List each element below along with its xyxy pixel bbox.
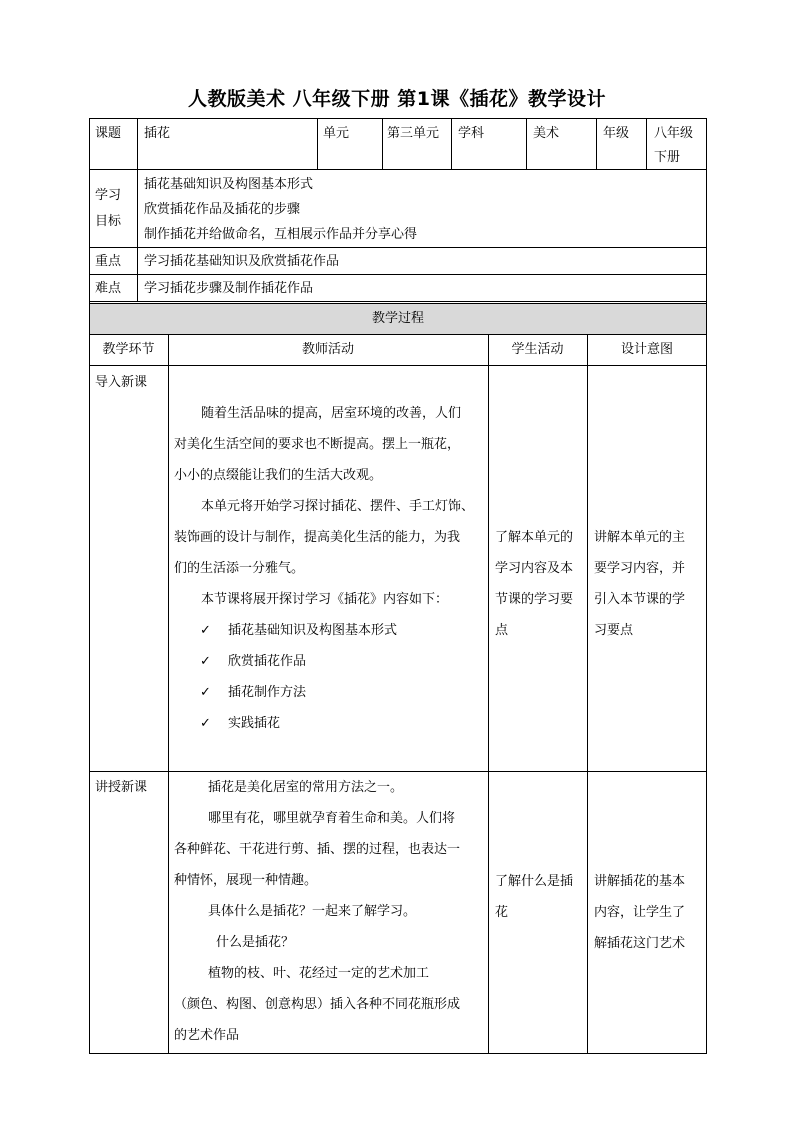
text-line: 内容，让学生了 xyxy=(594,905,686,920)
check-icon: ✓ xyxy=(200,685,211,700)
table-rule xyxy=(89,247,707,248)
design-intent-text xyxy=(594,866,704,959)
text-line: 本节课将展开探讨学习《插花》内容如下： xyxy=(201,592,449,607)
checklist xyxy=(200,615,480,739)
text-line: 装饰画的设计与制作，提高美化生活的能力，为我 xyxy=(174,530,461,545)
subject-value: 美术 xyxy=(533,126,560,141)
difficulty-label: 难点 xyxy=(95,281,122,296)
column-header-stage: 教学环节 xyxy=(102,342,155,357)
topic-value: 插花 xyxy=(144,126,171,141)
document-title: 人教版美术 八年级下册 第1课《插花》教学设计 xyxy=(188,88,606,110)
text-line: 花 xyxy=(495,905,509,920)
key-point-value: 学习插花基础知识及欣赏插花作品 xyxy=(144,254,340,269)
text-line: 引入本节课的学 xyxy=(594,592,686,607)
table-rule xyxy=(317,118,318,170)
grade-value: 下册 xyxy=(654,150,681,165)
table-border-top xyxy=(89,118,707,119)
subject-label: 学科 xyxy=(458,126,485,141)
table-rule xyxy=(89,334,707,335)
table-rule xyxy=(89,303,707,304)
design-intent-text xyxy=(594,522,704,646)
student-activity-text xyxy=(495,522,585,646)
teacher-activity-text xyxy=(174,772,484,1051)
table-rule xyxy=(382,118,383,170)
grade-value: 八年级 xyxy=(654,126,694,141)
teacher-activity-text xyxy=(174,398,484,615)
goals-label: 学习 xyxy=(95,188,122,203)
checklist-item xyxy=(200,677,480,708)
text-line: 植物的枝、叶、花经过一定的艺术加工 xyxy=(208,966,430,981)
text-line: 随着生活品味的提高，居室环境的改善，人们 xyxy=(201,406,462,421)
text-line: 了解什么是插 xyxy=(495,874,574,889)
text-line: 学习内容及本 xyxy=(495,561,574,576)
text-line: 点 xyxy=(495,623,509,638)
grade-label: 年级 xyxy=(603,126,630,141)
text-line: 节课的学习要 xyxy=(495,592,574,607)
table-rule xyxy=(488,334,489,1054)
checklist-item-label: 插花制作方法 xyxy=(228,685,307,700)
text-line: 对美化生活空间的要求也不断提高。摆上一瓶花， xyxy=(174,437,461,452)
text-line: 的艺术作品 xyxy=(174,1028,240,1043)
text-line: 什么是插花？ xyxy=(216,935,295,950)
text-line: 习要点 xyxy=(594,623,634,638)
table-rule xyxy=(89,169,707,170)
stage-label: 讲授新课 xyxy=(95,780,148,795)
text-line: 插花是美化居室的常用方法之一。 xyxy=(208,780,404,795)
column-header-intent: 设计意图 xyxy=(620,342,673,357)
text-line: 了解本单元的 xyxy=(495,530,574,545)
check-icon: ✓ xyxy=(200,716,211,731)
checklist-item xyxy=(200,615,480,646)
text-line: 哪里有花，哪里就孕育着生命和美。人们将 xyxy=(208,811,456,826)
goal-item: 欣赏插花作品及插花的步骤 xyxy=(144,202,301,217)
process-heading: 教学过程 xyxy=(371,311,424,326)
goals-label: 目标 xyxy=(95,214,122,229)
table-rule xyxy=(89,274,707,275)
text-line: 讲解本单元的主 xyxy=(594,530,686,545)
stage-label: 导入新课 xyxy=(95,375,148,390)
table-border-left xyxy=(89,118,90,1054)
table-rule xyxy=(168,334,169,1054)
check-icon: ✓ xyxy=(200,654,211,669)
text-line: 们的生活添一分雅气。 xyxy=(174,561,305,576)
table-rule xyxy=(89,301,707,302)
key-point-label: 重点 xyxy=(95,254,122,269)
table-rule xyxy=(137,118,138,302)
table-border-right xyxy=(706,118,707,1054)
checklist-item xyxy=(200,646,480,677)
difficulty-value: 学习插花步骤及制作插花作品 xyxy=(144,281,314,296)
goal-item: 制作插花并给做命名，互相展示作品并分享心得 xyxy=(144,227,418,242)
check-icon: ✓ xyxy=(200,623,211,638)
topic-label: 课题 xyxy=(95,126,122,141)
text-line: （颜色、构图、创意构思）插入各种不同花瓶形成 xyxy=(174,997,461,1012)
text-line: 种情怀，展现一种情趣。 xyxy=(174,873,318,888)
table-border-bottom xyxy=(89,1053,707,1054)
table-rule xyxy=(526,118,527,170)
text-line: 各种鲜花、干花进行剪、插、摆的过程，也表达一 xyxy=(174,842,461,857)
table-rule xyxy=(451,118,452,170)
unit-label: 单元 xyxy=(323,126,350,141)
column-header-student: 学生活动 xyxy=(511,342,564,357)
table-rule xyxy=(89,365,707,366)
unit-value: 第三单元 xyxy=(387,126,440,141)
text-line: 具体什么是插花？一起来了解学习。 xyxy=(208,904,417,919)
table-rule xyxy=(646,118,647,170)
text-line: 解插花这门艺术 xyxy=(594,936,686,951)
checklist-item-label: 插花基础知识及构图基本形式 xyxy=(228,623,398,638)
text-line: 本单元将开始学习探讨插花、摆件、手工灯饰、 xyxy=(201,499,475,514)
checklist-item-label: 欣赏插花作品 xyxy=(228,654,307,669)
text-line: 讲解插花的基本 xyxy=(594,874,686,889)
column-header-teacher: 教师活动 xyxy=(301,342,354,357)
table-rule xyxy=(596,118,597,170)
table-rule xyxy=(587,334,588,1054)
text-line: 小小的点缀能让我们的生活大改观。 xyxy=(174,468,383,483)
student-activity-text xyxy=(495,866,585,928)
text-line: 要学习内容，并 xyxy=(594,561,686,576)
checklist-item xyxy=(200,708,480,739)
goal-item: 插花基础知识及构图基本形式 xyxy=(144,177,314,192)
checklist-item-label: 实践插花 xyxy=(228,716,281,731)
